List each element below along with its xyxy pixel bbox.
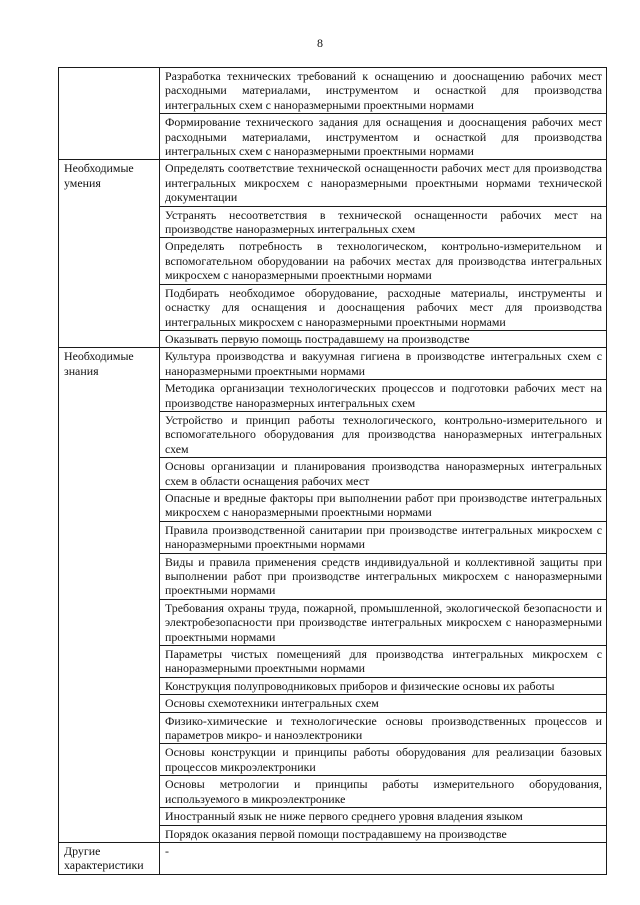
section-label: Необходимые знания: [59, 348, 160, 843]
section-label: Другие характеристики: [59, 842, 160, 874]
section-label: Необходимые умения: [59, 160, 160, 348]
requirement-cell: Опасные и вредные факторы при выполнении работ при производстве интегральных микросхем с наноразмерными проектными нормами: [160, 489, 607, 521]
requirement-cell: Определять потребность в технологическом, контрольно-измерительном и вспомогательном оборудовании на рабочих местах для производства интегральных микросхем с наноразмерными проектными нормами: [160, 238, 607, 284]
requirement-cell: Методика организации технологических процессов и подготовки рабочих мест на производстве наноразмерных интегральных схем: [160, 380, 607, 412]
section-label: [59, 68, 160, 160]
page-number: 8: [317, 36, 323, 50]
requirement-cell: -: [160, 842, 607, 874]
table-row: [59, 842, 607, 874]
requirement-cell: Культура производства и вакуумная гигиена в производстве интегральных схем с наноразмерными проектными нормами: [160, 348, 607, 380]
requirement-cell: Порядок оказания первой помощи пострадавшему на производстве: [160, 825, 607, 842]
requirement-cell: Определять соответствие технической оснащенности рабочих мест для производства интегральных микросхем с наноразмерными проектными нормами технической документации: [160, 160, 607, 206]
requirement-cell: Устройство и принцип работы технологического, контрольно-измерительного и вспомогательного оборудования для производства наноразмерных интегральных схем: [160, 411, 607, 457]
requirement-cell: Основы конструкции и принципы работы оборудования для реализации базовых процессов микроэлектроники: [160, 744, 607, 776]
requirement-cell: Параметры чистых помещенияй для производства интегральных микросхем с наноразмерными проектными нормами: [160, 646, 607, 678]
requirement-cell: Виды и правила применения средств индивидуальной и коллективной защиты при выполнении работ при производстве интегральных микросхем с наноразмерными проектными нормами: [160, 553, 607, 599]
table-row: [59, 348, 607, 380]
requirement-cell: Формирование технического задания для оснащения и дооснащения рабочих мест расходными материалами, инструментом и оснасткой для производства интегральных схем с наноразмерными проектными нормами: [160, 114, 607, 160]
requirement-cell: Иностранный язык не ниже первого среднего уровня владения языком: [160, 808, 607, 825]
table-row: [59, 68, 607, 114]
table-row: [59, 160, 607, 206]
requirement-cell: Основы организации и планирования производства наноразмерных интегральных схем в области оснащения рабочих мест: [160, 458, 607, 490]
requirement-cell: Правила производственной санитарии при производстве интегральных микросхем с наноразмерными проектными нормами: [160, 521, 607, 553]
requirement-cell: Разработка технических требований к оснащению и дооснащению рабочих мест расходными материалами, инструментом и оснасткой для производства интегральных схем с наноразмерными проектными нормами: [160, 68, 607, 114]
requirement-cell: Основы схемотехники интегральных схем: [160, 695, 607, 712]
characteristics-table-body: [59, 68, 607, 875]
requirement-cell: Требования охраны труда, пожарной, промышленной, экологической безопасности и электробезопасности при производстве интегральных микросхем с наноразмерными проектными нормами: [160, 599, 607, 645]
requirement-cell: Устранять несоответствия в технической оснащенности рабочих мест на производстве наноразмерных интегральных схем: [160, 206, 607, 238]
requirement-cell: Физико-химические и технологические основы производственных процессов и параметров микро- и наноэлектроники: [160, 712, 607, 744]
requirement-cell: Подбирать необходимое оборудование, расходные материалы, инструменты и оснастку для оснащения и дооснащения рабочих мест для производства интегральных микросхем с наноразмерными проектными нормами: [160, 284, 607, 330]
characteristics-table: [58, 67, 607, 875]
requirement-cell: Конструкция полупроводниковых приборов и физические основы их работы: [160, 677, 607, 694]
requirement-cell: Основы метрологии и принципы работы измерительного оборудования, используемого в микроэлектронике: [160, 776, 607, 808]
requirement-cell: Оказывать первую помощь пострадавшему на производстве: [160, 330, 607, 347]
